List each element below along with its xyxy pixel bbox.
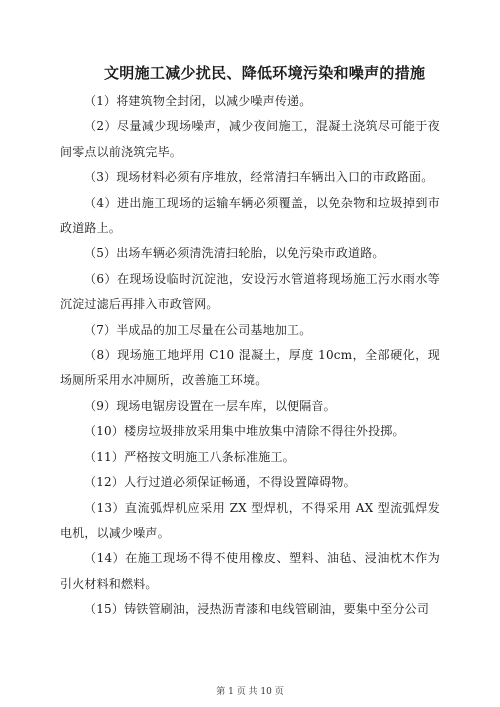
paragraph-10: （10）楼房垃圾排放采用集中堆放集中清除不得往外投掷。: [84, 424, 405, 439]
paragraph-13: （13）直流弧焊机应采用 ZX 型焊机，不得采用 AX 型流弧焊发电机，以减少噪声。: [60, 500, 440, 540]
paragraph-7: （7）半成品的加工尽量在公司基地加工。: [84, 322, 312, 337]
paragraph-15: （15）铸铁管刷油，浸热沥青漆和电线管刷油，要集中至分公司: [84, 602, 430, 617]
paragraph-12: （12）人行过道必须保证畅通，不得设置障碍物。: [84, 475, 356, 490]
paragraph-9: （9）现场电锯房设置在一层车库，以便隔音。: [84, 398, 336, 413]
paragraph-1: （1）将建筑物全封闭，以减少噪声传递。: [84, 94, 312, 108]
paragraph-5: （5）出场车辆必须清洗清扫轮胎，以免污染市政道路。: [84, 246, 385, 261]
paragraph-14: （14）在施工现场不得不使用橡皮、塑料、油毡、浸油枕木作为引火材料和燃料。: [60, 551, 440, 591]
page-number-footer: 第 1 页 共 10 页: [216, 687, 284, 697]
paragraph-2: （2）尽量减少现场噪声，减少夜间施工，混凝土浇筑尽可能于夜间零点以前浇筑完毕。: [60, 119, 440, 159]
paragraph-6: （6）在现场设临时沉淀池，安设污水管道将现场施工污水雨水等沉淀过滤后再排入市政管网。: [60, 271, 440, 312]
document-body: [60, 89, 440, 623]
paragraph-4: （4）进出施工现场的运输车辆必须覆盖，以免杂物和垃圾掉到市政道路上。: [60, 195, 440, 236]
paragraph-11: （11）严格按文明施工八条标准施工。: [84, 449, 295, 464]
paragraph-8: （8）现场施工地坪用 C10 混凝土，厚度 10cm，全部硬化，现场厕所采用水冲厕所，改善施工环境。: [60, 348, 440, 388]
document-title: 文明施工减少扰民、降低环境污染和噪声的措施: [104, 64, 426, 82]
paragraph-3: （3）现场材料必须有序堆放，经常清扫车辆出入口的市政路面。: [84, 170, 434, 185]
